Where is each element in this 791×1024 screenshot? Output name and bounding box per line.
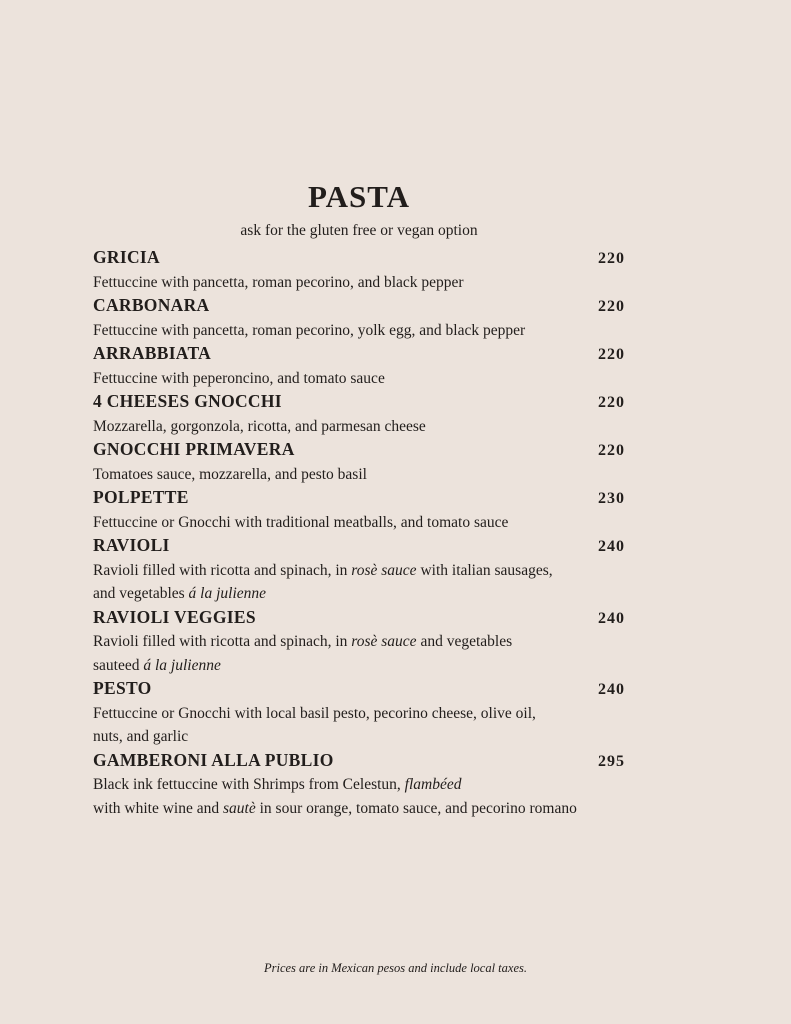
menu-item-price: 220 [598, 298, 625, 315]
menu-item-row [93, 749, 625, 774]
menu-section-subtitle: ask for the gluten free or vegan option [240, 222, 478, 239]
menu-item-description-line [93, 654, 625, 678]
menu-item [93, 606, 625, 678]
menu-item-name: RAVIOLI [93, 535, 170, 555]
menu-item [93, 438, 625, 486]
menu-item-description-line [93, 630, 625, 654]
menu-item-row [93, 677, 625, 702]
menu-item-price: 220 [598, 442, 625, 459]
menu-footer-note: Prices are in Mexican pesos and include local taxes. [263, 961, 527, 975]
description-segment: Ravioli filled with ricotta and spinach, in [93, 633, 352, 650]
description-italic-segment: rosè sauce [351, 561, 417, 579]
menu-item-name: GRICIA [93, 247, 160, 267]
description-segment: Tomatoes sauce, mozzarella, and pesto basil [93, 465, 367, 483]
description-segment: Ravioli filled with ricotta and spinach, in [93, 561, 352, 579]
pasta-menu-section [93, 180, 625, 820]
description-italic-segment: flambéed [404, 776, 462, 793]
menu-item-price: 220 [598, 250, 625, 267]
menu-item-description-line [93, 415, 625, 439]
description-segment: nuts, and garlic [93, 728, 189, 745]
menu-item-description-line [93, 797, 625, 821]
menu-item-price: 295 [598, 752, 625, 770]
description-segment: Fettuccine or Gnocchi with traditional meatballs, and tomato sauce [93, 513, 509, 531]
menu-item-row [93, 534, 625, 559]
menu-item [93, 390, 625, 438]
menu-item-price: 220 [598, 394, 625, 411]
menu-item [93, 677, 625, 749]
menu-item-price: 240 [598, 538, 625, 555]
menu-item-row [93, 606, 625, 631]
description-segment: Fettuccine with peperoncino, and tomato sauce [93, 369, 385, 387]
menu-item-row [93, 246, 625, 271]
menu-item-description-line [93, 511, 625, 535]
menu-item-row [93, 294, 625, 319]
description-segment: with italian sausages, [416, 561, 553, 579]
menu-item-row [93, 342, 625, 367]
description-segment: Fettuccine or Gnocchi with local basil pesto, pecorino cheese, olive oil, [93, 704, 536, 722]
menu-item-description-line [93, 773, 625, 797]
menu-item-name: GNOCCHI PRIMAVERA [93, 439, 295, 459]
menu-item-price: 230 [598, 490, 625, 507]
menu-item-price: 240 [598, 609, 625, 627]
menu-item-row [93, 438, 625, 463]
menu-item-description-line [93, 271, 625, 295]
description-segment: Mozzarella, gorgonzola, ricotta, and parmesan cheese [93, 417, 426, 435]
menu-item-description-line [93, 319, 625, 343]
description-segment: Fettuccine with pancetta, roman pecorino, yolk egg, and black pepper [93, 321, 526, 339]
menu-item [93, 294, 625, 342]
description-italic-segment: sautè [223, 799, 256, 817]
menu-item-description-line [93, 702, 625, 726]
description-segment: sauteed [93, 656, 144, 674]
description-italic-segment: á la julienne [188, 585, 267, 602]
menu-item-name: PESTO [93, 678, 152, 698]
description-segment: with white wine and [93, 799, 224, 817]
description-segment: and vegetables [93, 585, 189, 602]
menu-item-name: RAVIOLI VEGGIES [93, 606, 256, 627]
menu-item-name: POLPETTE [93, 487, 189, 507]
menu-item-name: CARBONARA [93, 295, 210, 315]
menu-items-list [93, 246, 625, 820]
description-segment: and vegetables [416, 633, 513, 650]
menu-item-name: GAMBERONI ALLA PUBLIO [93, 749, 334, 770]
menu-item-description-line [93, 582, 625, 606]
menu-section-title: PASTA [307, 179, 411, 214]
menu-item-description-line [93, 559, 625, 583]
menu-item [93, 342, 625, 390]
menu-item [93, 749, 625, 821]
menu-item-description-line [93, 463, 625, 487]
description-segment: in sour orange, tomato sauce, and pecorino romano [255, 799, 577, 817]
menu-item-price: 240 [598, 681, 625, 698]
menu-item-name: ARRABBIATA [93, 343, 212, 363]
menu-item-description-line [93, 725, 625, 749]
description-italic-segment: rosè sauce [351, 633, 417, 650]
description-italic-segment: á la julienne [143, 656, 221, 674]
menu-item-row [93, 390, 625, 415]
description-segment: Black ink fettuccine with Shrimps from Celestun, [93, 776, 405, 793]
menu-item-row [93, 486, 625, 511]
menu-item [93, 486, 625, 534]
menu-item-name: 4 CHEESES GNOCCHI [93, 391, 282, 411]
menu-item-description-line [93, 367, 625, 391]
menu-item-price: 220 [598, 346, 625, 363]
menu-item [93, 246, 625, 294]
description-segment: Fettuccine with pancetta, roman pecorino, and black pepper [93, 273, 464, 291]
menu-item [93, 534, 625, 606]
